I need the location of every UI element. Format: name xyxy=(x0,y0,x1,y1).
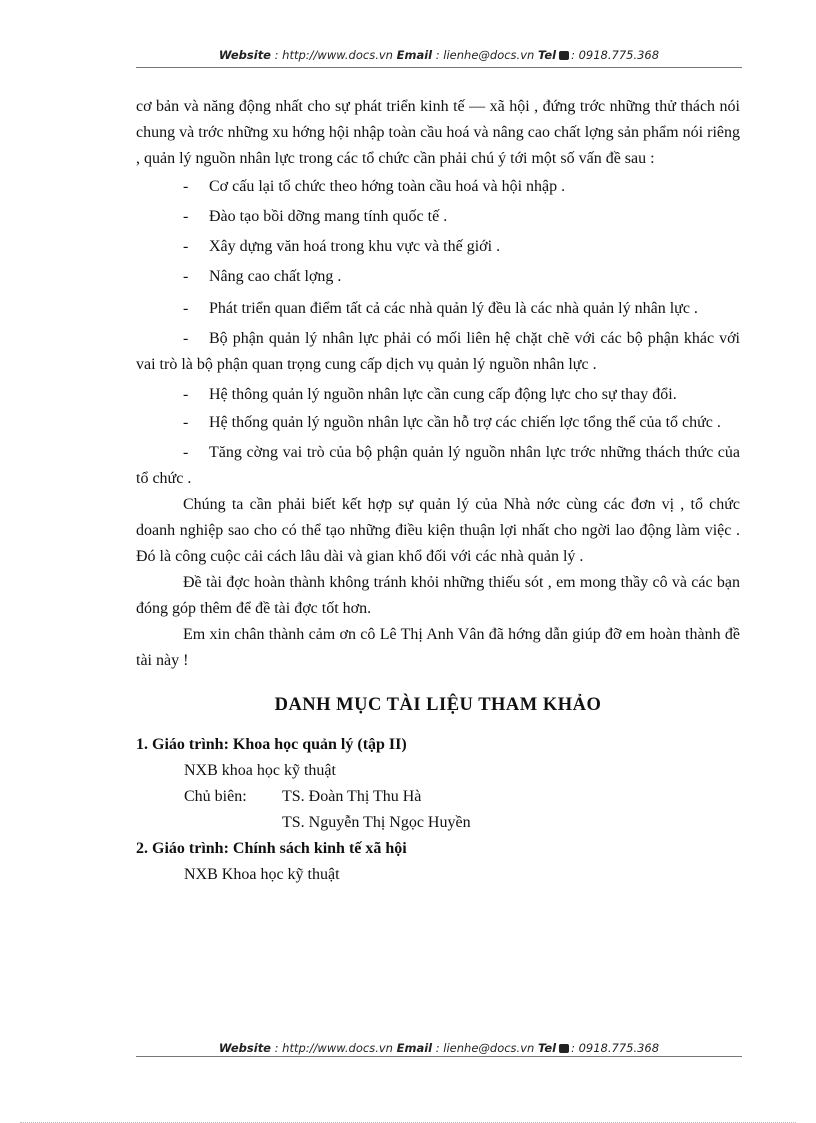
list-item: - Hệ thống quản lý nguồn nhân lực cần hỗ trợ các chiến lợc tổng thể của tổ chức . xyxy=(136,410,740,436)
website-label: Website xyxy=(218,48,271,62)
tel-label: Tel xyxy=(537,48,557,62)
reference-1-editor-2: TS. Nguyễn Thị Ngọc Huyền xyxy=(282,814,471,831)
list-item: - Cơ cấu lại tổ chức theo hớng toàn cầu hoá và hội nhập . xyxy=(136,172,740,202)
email-value: : lienhe@docs.vn xyxy=(432,1041,538,1055)
list-item: - Phát triển quan điểm tất cả các nhà quản lý đều là các nhà quản lý nhân lực . xyxy=(136,296,740,322)
dash-marker: - xyxy=(183,300,189,317)
email-label: Email xyxy=(396,1041,433,1055)
website-value: : http://www.docs.vn xyxy=(271,1041,397,1055)
dash-marker: - xyxy=(183,330,189,347)
closing-paragraph-1: Chúng ta cần phải biết kết hợp sự quản lý của Nhà nớc cùng các đơn vị , tổ chức doanh nghiệp sao cho có thể tạo những điều kiện thuận lợi nhất cho ngời lao động làm việc . Đó là công cuộc cải cách lâu dài và gian khổ đối với các nhà quản lý . xyxy=(136,496,740,565)
tel-value: : 0918.775.368 xyxy=(571,1041,660,1055)
dash-marker: - xyxy=(183,208,189,225)
list-item: - Đào tạo bồi dỡng mang tính quốc tế . xyxy=(136,202,740,232)
tel-value: : 0918.775.368 xyxy=(571,48,660,62)
document-body xyxy=(136,94,740,888)
reference-2-publisher: NXB Khoa học kỹ thuật xyxy=(184,866,340,883)
closing-paragraph-2: Đề tài đợc hoàn thành không tránh khỏi những thiếu sót , em mong thầy cô và các bạn đóng góp thêm để đề tài đợc tốt hơn. xyxy=(136,574,740,617)
website-value: : http://www.docs.vn xyxy=(271,48,397,62)
intro-paragraph: cơ bản và năng động nhất cho sự phát triển kinh tế — xã hội , đứng trớc những thử thách nói chung và trớc những xu hớng hội nhập toàn cầu hoá và nâng cao chất lợng sản phẩm nói riêng , quản lý nguồn nhân lực trong các tổ chức cần phải chú ý tới một số vấn đề sau : xyxy=(136,98,740,167)
website-label: Website xyxy=(218,1041,271,1055)
editor-name: TS. Đoàn Thị Thu Hà xyxy=(282,788,422,805)
reference-1-publisher: NXB khoa học kỹ thuật xyxy=(184,762,336,779)
page-footer xyxy=(136,1041,742,1055)
reference-1-editor xyxy=(136,784,740,810)
page-header xyxy=(136,48,742,62)
footer-rule xyxy=(136,1056,742,1057)
editor-label: Chủ biên: xyxy=(184,788,247,805)
reference-1-title: 1. Giáo trình: Khoa học quản lý (tập II) xyxy=(136,736,407,753)
email-value: : lienhe@docs.vn xyxy=(432,48,538,62)
acknowledgement-paragraph: Em xin chân thành cảm ơn cô Lê Thị Anh Vân đã hớng dẫn giúp đỡ em hoàn thành đề tài này ! xyxy=(136,626,740,669)
dash-marker: - xyxy=(183,268,189,285)
references-title: DANH MỤC TÀI LIỆU THAM KHẢO xyxy=(274,695,602,715)
email-label: Email xyxy=(396,48,433,62)
reference-2-title: 2. Giáo trình: Chính sách kinh tế xã hội xyxy=(136,840,407,857)
list-item: - Xây dựng văn hoá trong khu vực và thế giới . xyxy=(136,232,740,262)
dash-marker: - xyxy=(183,386,189,403)
dash-marker: - xyxy=(183,178,189,195)
list-item: - Nâng cao chất lợng . xyxy=(136,262,740,292)
phone-icon xyxy=(559,51,569,60)
dash-marker: - xyxy=(183,414,189,431)
dash-marker: - xyxy=(183,444,189,461)
tel-label: Tel xyxy=(537,1041,557,1055)
list-item: - Tăng cờng vai trò của bộ phận quản lý nguồn nhân lực trớc những thách thức của tổ chức . xyxy=(136,440,740,492)
dash-marker: - xyxy=(183,238,189,255)
list-item: - Bộ phận quản lý nhân lực phải có mối liên hệ chặt chẽ với các bộ phận khác với vai trò là bộ phận quan trọng cung cấp dịch vụ quản lý nguồn nhân lực . xyxy=(136,326,740,378)
list-item: - Hệ thông quản lý nguồn nhân lực cần cung cấp động lực cho sự thay đổi. xyxy=(136,380,740,410)
header-rule xyxy=(136,67,742,68)
phone-icon xyxy=(559,1044,569,1053)
